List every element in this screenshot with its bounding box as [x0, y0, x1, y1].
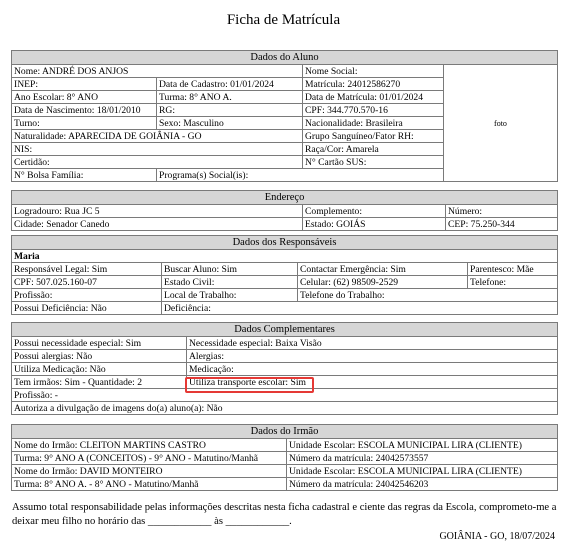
student-name: Nome: ANDRÉ DOS ANJOS [12, 65, 303, 78]
guardian-cpf: CPF: 507.025.160-07 [12, 276, 162, 289]
responsibility-statement: Assumo total responsabilidade pelas informações descritas nesta ficha cadastral e ciente das regras da Escola, comprometo-me a deixar meu filho no horário das ____________ às ____________. [12, 502, 557, 527]
medication-type: Medicação: [187, 363, 558, 376]
state: Estado: GOIÁS [303, 218, 446, 231]
siblings: Tem irmãos: Sim - Quantidade: 2 [12, 376, 187, 389]
school-transport: Utiliza transporte escolar: Sim [187, 376, 558, 389]
marital-status: Estado Civil: [162, 276, 298, 289]
social-name: Nome Social: [303, 65, 444, 78]
has-disability: Possui Deficiência: Não [12, 302, 162, 315]
special-needs: Possui necessidade especial: Sim [12, 337, 187, 350]
shift: Turno: [12, 117, 157, 130]
complementary-profession: Profissão: - [12, 389, 558, 402]
pickup-student: Buscar Aluno: Sim [162, 263, 298, 276]
nationality: Nacionalidade: Brasileira [303, 117, 444, 130]
enrollment-date: Data de Matrícula: 01/01/2024 [303, 91, 444, 104]
sibling-school: Unidade Escolar: ESCOLA MUNICIPAL LIRA (CLIENTE) [287, 439, 558, 452]
workplace: Local de Trabalho: [162, 289, 298, 302]
sibling-enrollment: Número da matrícula: 24042546203 [287, 478, 558, 491]
sibling-enrollment: Número da matrícula: 24042573557 [287, 452, 558, 465]
guardians-section-header: Dados dos Responsáveis [12, 236, 558, 250]
sibling-row [12, 478, 558, 491]
transport-highlight-box [185, 377, 314, 393]
student-section-header: Dados do Aluno [12, 51, 558, 65]
medication: Utiliza Medicação: Não [12, 363, 187, 376]
address-section-header: Endereço [12, 191, 558, 205]
guardian-profession: Profissão: [12, 289, 162, 302]
sibling-class: Turma: 8° ANO A. - 8° ANO - Matutino/Manhã [12, 478, 287, 491]
sibling-class: Turma: 9° ANO A (CONCEITOS) - 9° ANO - Matutino/Manhã [12, 452, 287, 465]
city: Cidade: Senador Canedo [12, 218, 303, 231]
allergies-type: Alergias: [187, 350, 558, 363]
street: Logradouro: Rua JC 5 [12, 205, 303, 218]
complementary-table [11, 322, 558, 415]
work-phone: Telefone do Trabalho: [298, 289, 558, 302]
address-table [11, 190, 558, 231]
sibling-school: Unidade Escolar: ESCOLA MUNICIPAL LIRA (CLIENTE) [287, 465, 558, 478]
student-data-table [11, 50, 558, 182]
phone: Telefone: [468, 276, 558, 289]
disability: Deficiência: [162, 302, 558, 315]
birth-certificate: Certidão: [12, 156, 303, 169]
sibling-row [12, 452, 558, 465]
sex: Sexo: Masculino [157, 117, 303, 130]
place-date: GOIÂNIA - GO, 18/07/2024 [439, 531, 555, 542]
page-title: Ficha de Matrícula [226, 12, 341, 28]
rg: RG: [157, 104, 303, 117]
siblings-table [11, 424, 558, 491]
nis: NIS: [12, 143, 303, 156]
birthplace: Naturalidade: APARECIDA DE GOIÂNIA - GO [12, 130, 303, 143]
emergency-contact: Contactar Emergência: Sim [298, 263, 468, 276]
image-authorization: Autoriza a divulgação de imagens do(a) aluno(a): Não [12, 402, 558, 415]
relationship: Parentesco: Mãe [468, 263, 558, 276]
bolsa-familia: N° Bolsa Família: [12, 169, 157, 182]
complement: Complemento: [303, 205, 446, 218]
complementary-section-header: Dados Complementares [12, 323, 558, 337]
school-year: Ano Escolar: 8° ANO [12, 91, 157, 104]
allergies: Possui alergias: Não [12, 350, 187, 363]
sibling-name: Nome do Irmão: CLEITON MARTINS CASTRO [12, 439, 287, 452]
mobile-phone: Celular: (62) 98509-2529 [298, 276, 468, 289]
blood-type: Grupo Sanguíneo/Fator RH: [303, 130, 444, 143]
social-programs: Programa(s) Social(is): [157, 169, 444, 182]
special-needs-type: Necessidade especial: Baixa Visão [187, 337, 558, 350]
siblings-section-header: Dados do Irmão [12, 425, 558, 439]
registration-date: Data de Cadastro: 01/01/2024 [157, 78, 303, 91]
zip-code: CEP: 75.250-344 [446, 218, 558, 231]
race: Raça/Cor: Amarela [303, 143, 444, 156]
cpf: CPF: 344.770.570-16 [303, 104, 444, 117]
birth-date: Data de Nascimento: 18/01/2010 [12, 104, 157, 117]
sibling-name: Nome do Irmão: DAVID MONTEIRO [12, 465, 287, 478]
guardians-table [11, 235, 558, 315]
inep: INEP: [12, 78, 157, 91]
sibling-row [12, 439, 558, 452]
photo-placeholder: foto [444, 65, 558, 182]
house-number: Número: [446, 205, 558, 218]
enrollment-number: Matrícula: 24012586270 [303, 78, 444, 91]
guardian-name: Maria [12, 250, 558, 263]
class-group: Turma: 8° ANO A. [157, 91, 303, 104]
legal-guardian: Responsável Legal: Sim [12, 263, 162, 276]
sibling-row [12, 465, 558, 478]
sus-card: N° Cartão SUS: [303, 156, 444, 169]
